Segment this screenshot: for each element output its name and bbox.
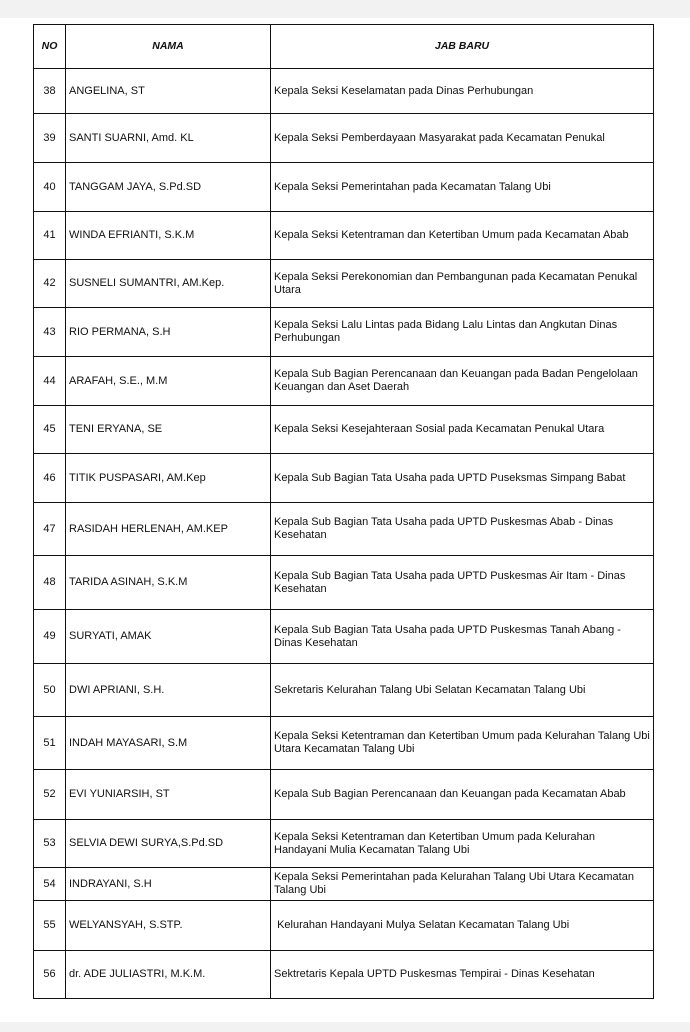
row-nama: ARAFAH, S.E., M.M bbox=[66, 357, 271, 406]
row-no: 39 bbox=[34, 114, 66, 163]
document-page bbox=[0, 18, 690, 1022]
row-nama: SURYATI, AMAK bbox=[66, 610, 271, 664]
row-no: 43 bbox=[34, 308, 66, 357]
header-nama: NAMA bbox=[66, 25, 271, 69]
row-nama: dr. ADE JULIASTRI, M.K.M. bbox=[66, 951, 271, 999]
row-no: 51 bbox=[34, 717, 66, 770]
row-jab-baru: Kepala Sub Bagian Tata Usaha pada UPTD Puseksmas Simpang Babat bbox=[271, 454, 654, 503]
header-no: NO bbox=[34, 25, 66, 69]
table-row bbox=[34, 406, 654, 454]
table-row bbox=[34, 556, 654, 610]
row-jab-baru: Kepala Sub Bagian Perencanaan dan Keuangan pada Badan Pengelolaan Keuangan dan Aset Daerah bbox=[271, 357, 654, 406]
row-nama: TENI ERYANA, SE bbox=[66, 406, 271, 454]
row-nama: ANGELINA, ST bbox=[66, 69, 271, 114]
row-jab-baru: Kepala Seksi Keselamatan pada Dinas Perhubungan bbox=[271, 69, 654, 114]
table-row bbox=[34, 664, 654, 717]
table-row bbox=[34, 163, 654, 212]
row-no: 42 bbox=[34, 260, 66, 308]
row-nama: WINDA EFRIANTI, S.K.M bbox=[66, 212, 271, 260]
table-row bbox=[34, 114, 654, 163]
row-jab-baru: Sektretaris Kepala UPTD Puskesmas Tempirai - Dinas Kesehatan bbox=[271, 951, 654, 999]
row-jab-baru: Kepala Seksi Pemberdayaan Masyarakat pada Kecamatan Penukal bbox=[271, 114, 654, 163]
row-no: 45 bbox=[34, 406, 66, 454]
row-nama: EVI YUNIARSIH, ST bbox=[66, 770, 271, 820]
row-nama: WELYANSYAH, S.STP. bbox=[66, 901, 271, 951]
row-jab-baru: Sekretaris Kelurahan Talang Ubi Selatan Kecamatan Talang Ubi bbox=[271, 664, 654, 717]
table-row bbox=[34, 717, 654, 770]
table-row bbox=[34, 503, 654, 556]
row-nama: TANGGAM JAYA, S.Pd.SD bbox=[66, 163, 271, 212]
row-no: 48 bbox=[34, 556, 66, 610]
row-no: 38 bbox=[34, 69, 66, 114]
row-jab-baru: Kepala Sub Bagian Tata Usaha pada UPTD Puskesmas Air Itam - Dinas Kesehatan bbox=[271, 556, 654, 610]
row-no: 44 bbox=[34, 357, 66, 406]
table-row bbox=[34, 901, 654, 951]
row-jab-baru: Kepala Seksi Ketentraman dan Ketertiban Umum pada Kelurahan Talang Ubi Utara Kecamatan Talang Ubi bbox=[271, 717, 654, 770]
row-no: 52 bbox=[34, 770, 66, 820]
table-row bbox=[34, 454, 654, 503]
row-nama: DWI APRIANI, S.H. bbox=[66, 664, 271, 717]
row-jab-baru: Kelurahan Handayani Mulya Selatan Kecamatan Talang Ubi bbox=[271, 901, 654, 951]
table-row bbox=[34, 770, 654, 820]
row-no: 53 bbox=[34, 820, 66, 868]
row-no: 54 bbox=[34, 868, 66, 901]
row-jab-baru: Kepala Seksi Lalu Lintas pada Bidang Lalu Lintas dan Angkutan Dinas Perhubungan bbox=[271, 308, 654, 357]
table-row bbox=[34, 212, 654, 260]
row-jab-baru: Kepala Seksi Ketentraman dan Ketertiban Umum pada Kelurahan Handayani Mulia Kecamatan Talang Ubi bbox=[271, 820, 654, 868]
row-no: 47 bbox=[34, 503, 66, 556]
row-jab-baru: Kepala Seksi Ketentraman dan Ketertiban Umum pada Kecamatan Abab bbox=[271, 212, 654, 260]
row-no: 46 bbox=[34, 454, 66, 503]
table-row bbox=[34, 610, 654, 664]
table-row bbox=[34, 69, 654, 114]
row-nama: SELVIA DEWI SURYA,S.Pd.SD bbox=[66, 820, 271, 868]
table-row bbox=[34, 260, 654, 308]
table-row bbox=[34, 951, 654, 999]
row-nama: TITIK PUSPASARI, AM.Kep bbox=[66, 454, 271, 503]
row-no: 40 bbox=[34, 163, 66, 212]
row-jab-baru: Kepala Sub Bagian Tata Usaha pada UPTD Puskesmas Tanah Abang - Dinas Kesehatan bbox=[271, 610, 654, 664]
row-no: 50 bbox=[34, 664, 66, 717]
row-nama: RASIDAH HERLENAH, AM.KEP bbox=[66, 503, 271, 556]
row-nama: SUSNELI SUMANTRI, AM.Kep. bbox=[66, 260, 271, 308]
row-jab-baru: Kepala Seksi Pemerintahan pada Kelurahan Talang Ubi Utara Kecamatan Talang Ubi bbox=[271, 868, 654, 901]
row-jab-baru: Kepala Sub Bagian Perencanaan dan Keuangan pada Kecamatan Abab bbox=[271, 770, 654, 820]
row-nama: INDAH MAYASARI, S.M bbox=[66, 717, 271, 770]
row-no: 41 bbox=[34, 212, 66, 260]
personnel-table bbox=[33, 24, 654, 999]
row-jab-baru: Kepala Seksi Pemerintahan pada Kecamatan Talang Ubi bbox=[271, 163, 654, 212]
table-row bbox=[34, 357, 654, 406]
row-no: 55 bbox=[34, 901, 66, 951]
row-jab-baru: Kepala Sub Bagian Tata Usaha pada UPTD Puskesmas Abab - Dinas Kesehatan bbox=[271, 503, 654, 556]
row-nama: RIO PERMANA, S.H bbox=[66, 308, 271, 357]
table-header-row bbox=[34, 25, 654, 69]
table-row bbox=[34, 868, 654, 901]
header-jab-baru: JAB BARU bbox=[271, 25, 654, 69]
row-jab-baru: Kepala Seksi Perekonomian dan Pembangunan pada Kecamatan Penukal Utara bbox=[271, 260, 654, 308]
row-jab-baru: Kepala Seksi Kesejahteraan Sosial pada Kecamatan Penukal Utara bbox=[271, 406, 654, 454]
row-no: 49 bbox=[34, 610, 66, 664]
row-nama: SANTI SUARNI, Amd. KL bbox=[66, 114, 271, 163]
table-row bbox=[34, 820, 654, 868]
row-no: 56 bbox=[34, 951, 66, 999]
row-nama: INDRAYANI, S.H bbox=[66, 868, 271, 901]
table-row bbox=[34, 308, 654, 357]
row-nama: TARIDA ASINAH, S.K.M bbox=[66, 556, 271, 610]
